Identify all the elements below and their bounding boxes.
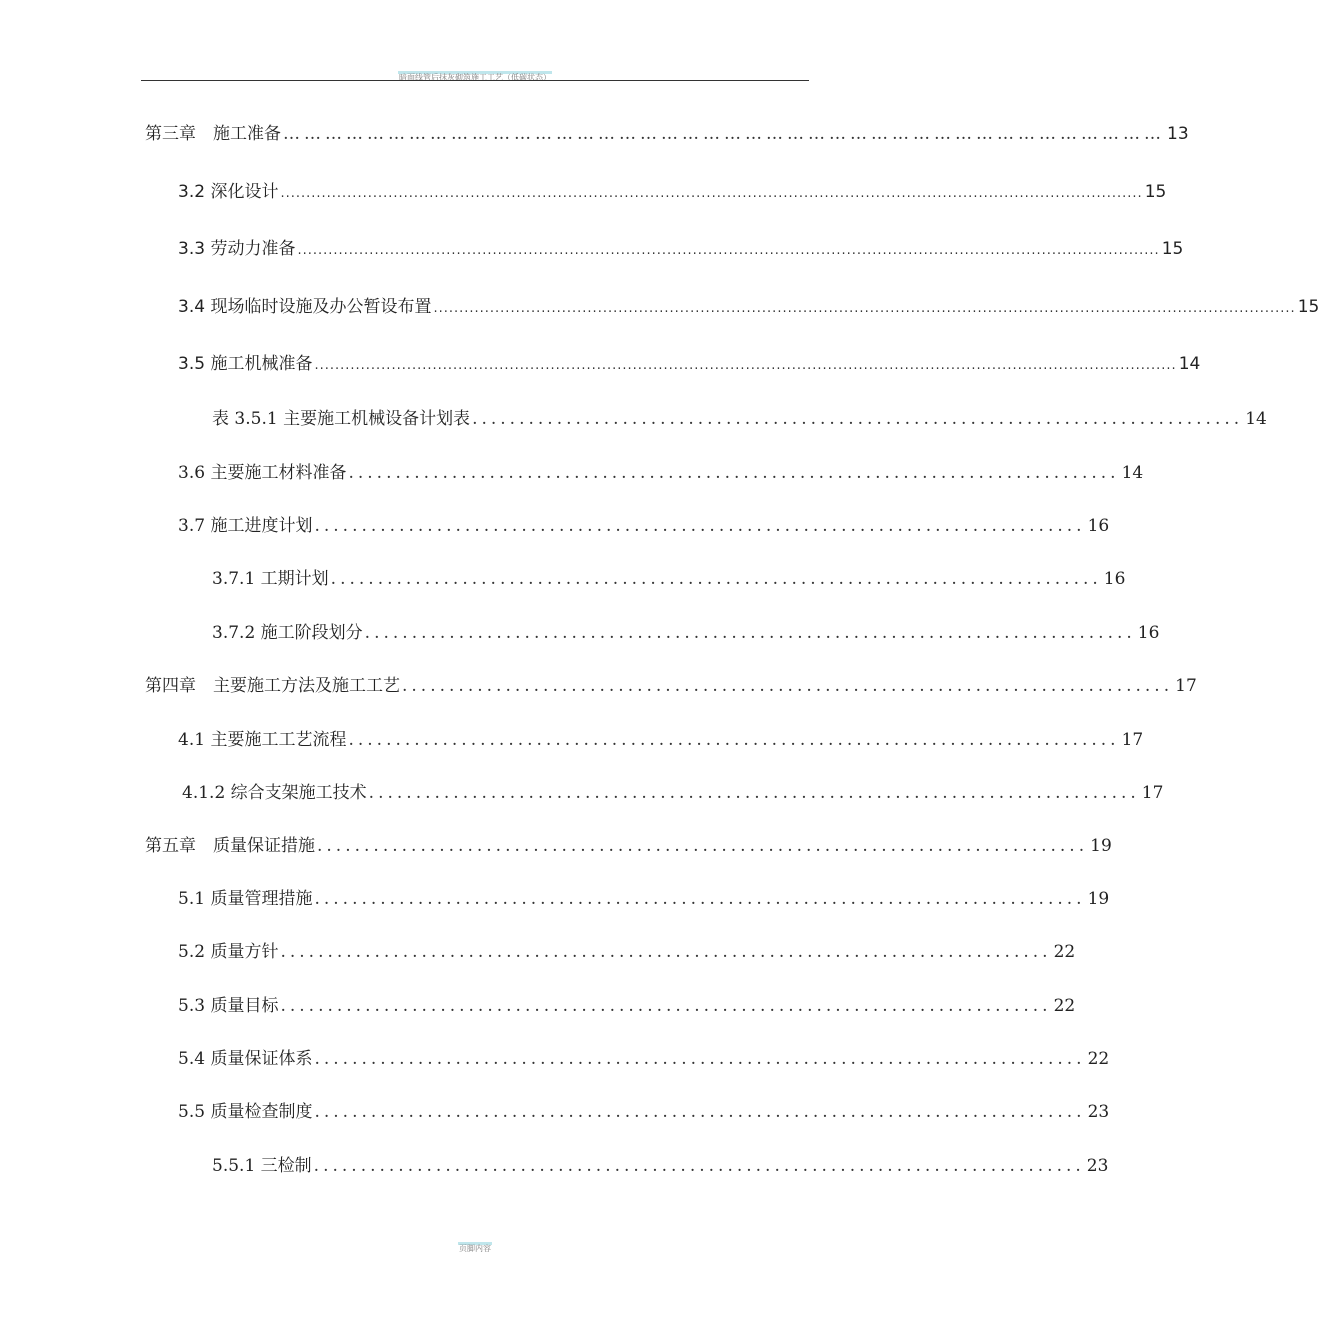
toc-entry[interactable] — [178, 514, 1110, 538]
toc-entry-page: 16 — [1087, 516, 1110, 536]
toc-entry[interactable] — [178, 1100, 1110, 1124]
toc-leader-dots: .................................................................................. — [402, 676, 1174, 696]
toc-leader-dots: .................................................................................. — [472, 409, 1244, 429]
toc-leader-dots: ……………………………………………………………………………………………………………… — [283, 124, 1165, 144]
toc-entry-title: 第三章 施工准备 — [145, 124, 281, 144]
toc-leader-dots: ........................................................................................................................................................................ — [280, 186, 1143, 201]
toc-entry-page: 15 — [1297, 297, 1319, 317]
toc-entry[interactable] — [178, 994, 1076, 1018]
toc-entry-page: 17 — [1175, 676, 1197, 696]
toc-leader-dots: .................................................................................. — [348, 463, 1120, 483]
toc-entry[interactable] — [212, 1154, 1109, 1178]
toc-leader-dots: .................................................................................. — [313, 1156, 1085, 1176]
toc-entry-page: 19 — [1090, 836, 1112, 856]
toc-entry-page: 15 — [1144, 182, 1167, 202]
toc-entry[interactable] — [212, 621, 1160, 645]
toc-entry[interactable] — [178, 728, 1144, 752]
toc-entry-page: 14 — [1178, 354, 1201, 374]
toc-entry-title: 3.3 劳动力准备 — [178, 239, 296, 259]
toc-leader-dots: .................................................................................. — [314, 1049, 1086, 1069]
toc-entry-title: 第四章 主要施工方法及施工工艺 — [145, 676, 400, 696]
toc-entry-page: 19 — [1087, 889, 1110, 909]
page-footer: 页脚内容 — [459, 1244, 491, 1253]
toc-entry[interactable] — [145, 122, 1189, 146]
toc-leader-dots: .................................................................................. — [314, 516, 1086, 536]
toc-entry[interactable] — [145, 834, 1112, 858]
toc-entry-page: 22 — [1053, 996, 1076, 1016]
toc-entry[interactable] — [212, 407, 1267, 431]
toc-leader-dots: .................................................................................. — [317, 836, 1089, 856]
toc-leader-dots: .................................................................................. — [280, 996, 1052, 1016]
page-header: 暗面线管后抹灰砌筑施工工艺（低碳状态） — [399, 73, 551, 82]
toc-entry-title: 5.5.1 三检制 — [212, 1156, 312, 1176]
toc-entry[interactable] — [178, 295, 1319, 319]
toc-leader-dots: .................................................................................. — [368, 783, 1140, 803]
toc-entry-title: 3.4 现场临时设施及办公暂设布置 — [178, 297, 432, 317]
toc-entry-title: 3.7 施工进度计划 — [178, 516, 313, 536]
toc-entry[interactable] — [212, 567, 1126, 591]
toc-entry-page: 22 — [1087, 1049, 1110, 1069]
toc-entry-title: 表 3.5.1 主要施工机械设备计划表 — [212, 409, 471, 429]
toc-entry-title: 5.3 质量目标 — [178, 996, 279, 1016]
toc-entry-title: 5.5 质量检查制度 — [178, 1102, 313, 1122]
toc-entry-title: 第五章 质量保证措施 — [145, 836, 315, 856]
toc-entry-page: 13 — [1167, 124, 1189, 144]
toc-leader-dots: .................................................................................. — [348, 730, 1120, 750]
toc-entry-title: 5.1 质量管理措施 — [178, 889, 313, 909]
toc-entry[interactable] — [178, 237, 1184, 261]
toc-leader-dots: ........................................................................................................................................................................ — [314, 358, 1177, 373]
toc-entry-title: 5.4 质量保证体系 — [178, 1049, 313, 1069]
toc-entry-page: 15 — [1161, 239, 1184, 259]
toc-leader-dots: .................................................................................. — [314, 1102, 1086, 1122]
toc-leader-dots: .................................................................................. — [314, 889, 1086, 909]
toc-entry-title: 3.2 深化设计 — [178, 182, 279, 202]
toc-entry-page: 16 — [1103, 569, 1126, 589]
toc-entry[interactable] — [178, 887, 1110, 911]
toc-entry-page: 22 — [1053, 942, 1076, 962]
toc-entry-title: 5.2 质量方针 — [178, 942, 279, 962]
toc-entry-title: 3.5 施工机械准备 — [178, 354, 313, 374]
toc-leader-dots: .................................................................................. — [280, 942, 1052, 962]
toc-entry[interactable] — [178, 1047, 1110, 1071]
toc-entry[interactable] — [178, 352, 1201, 376]
toc-entry-title: 3.6 主要施工材料准备 — [178, 463, 347, 483]
toc-entry-title: 4.1.2 综合支架施工技术 — [182, 783, 367, 803]
toc-entry-page: 16 — [1137, 623, 1160, 643]
toc-entry[interactable] — [178, 461, 1144, 485]
toc-entry-page: 17 — [1121, 730, 1144, 750]
toc-entry-page: 14 — [1245, 409, 1267, 429]
toc-leader-dots: .................................................................................. — [364, 623, 1136, 643]
toc-leader-dots: ........................................................................................................................................................................ — [433, 301, 1296, 316]
toc-entry-page: 23 — [1086, 1156, 1109, 1176]
toc-entry[interactable] — [178, 180, 1167, 204]
toc-entry-title: 3.7.2 施工阶段划分 — [212, 623, 363, 643]
toc-entry[interactable] — [182, 781, 1164, 805]
toc-leader-dots: .................................................................................. — [330, 569, 1102, 589]
toc-entry-title: 4.1 主要施工工艺流程 — [178, 730, 347, 750]
toc-leader-dots: ........................................................................................................................................................................ — [297, 243, 1160, 258]
toc-entry-page: 23 — [1087, 1102, 1110, 1122]
toc-entry-page: 14 — [1121, 463, 1144, 483]
toc-entry[interactable] — [145, 674, 1197, 698]
toc-entry-page: 17 — [1141, 783, 1164, 803]
toc-entry-title: 3.7.1 工期计划 — [212, 569, 329, 589]
toc-entry[interactable] — [178, 940, 1076, 964]
